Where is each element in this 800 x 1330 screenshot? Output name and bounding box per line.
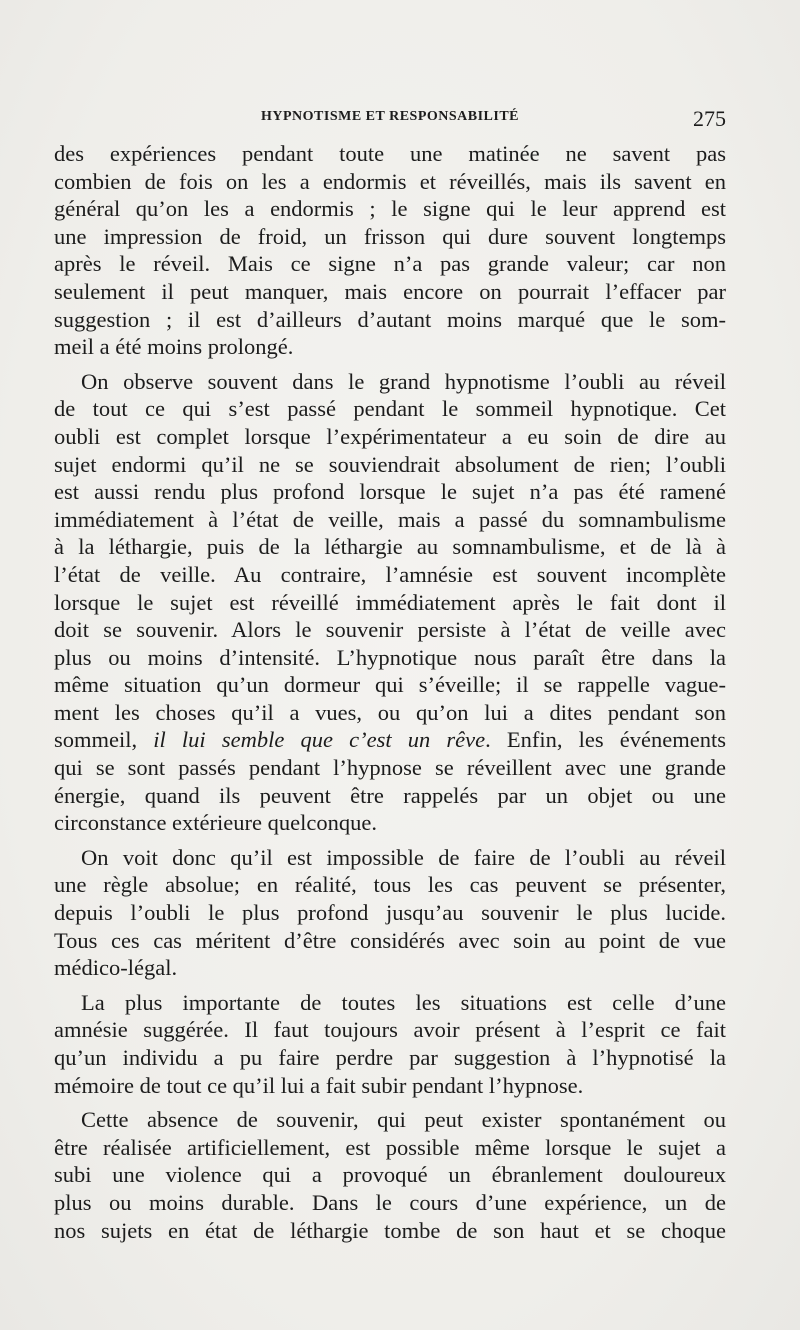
text-line: On observe souvent dans le grand hypnotisme l’oubli au réveil xyxy=(81,368,726,394)
page-number: 275 xyxy=(693,106,726,131)
text-line: plus ou moins d’intensité. L’hypnotique nous paraît être dans la xyxy=(54,644,726,670)
text-line: Tous ces cas méritent d’être considérés avec soin au point de vue xyxy=(54,927,726,953)
italic-quote: il lui semble que c’est un rêve xyxy=(153,727,486,753)
text-line: nos sujets en état de léthargie tombe de son haut et se choque xyxy=(54,1217,726,1243)
text-line: doit se souvenir. Alors le souvenir persiste à l’état de veille avec xyxy=(54,617,726,643)
paragraph-gap xyxy=(54,837,726,844)
text-line: meil a été moins prolongé. xyxy=(54,334,294,360)
body-text xyxy=(54,140,726,1244)
text-line: qui se sont passés pendant l’hypnose se réveillent avec une grande xyxy=(54,755,726,781)
text-line: plus ou moins durable. Dans le cours d’une expérience, un de xyxy=(54,1189,726,1215)
text-line: immédiatement à l’état de veille, mais a passé du somnambulisme xyxy=(54,506,726,532)
text-line: énergie, quand ils peuvent être rappelés par un objet ou une xyxy=(54,782,726,808)
text-line: combien de fois on les a endormis et réveillés, mais ils savent en xyxy=(54,168,726,194)
running-title: HYPNOTISME ET RESPONSABILITÉ xyxy=(260,109,520,124)
running-head xyxy=(54,106,726,130)
text-line: après le réveil. Mais ce signe n’a pas grande valeur; car non xyxy=(54,251,726,277)
text-line: des expériences pendant toute une matinée ne savent pas xyxy=(54,141,726,166)
paragraph-gap xyxy=(54,1099,726,1106)
text-line: subi une violence qui a provoqué un ébranlement douloureux xyxy=(54,1162,726,1188)
text-line-with-italic xyxy=(54,726,726,754)
text-line: ment les choses qu’il a vues, ou qu’on lui a dites pendant son xyxy=(54,699,726,725)
text-line: l’état de veille. Au contraire, l’amnésie est souvent incomplète xyxy=(54,561,726,587)
text-line: médico-légal. xyxy=(54,955,178,981)
paragraph-gap xyxy=(54,982,726,989)
text-line: mémoire de tout ce qu’il lui a fait subir pendant l’hypnose. xyxy=(54,1072,584,1098)
text-line: qu’un individu a pu faire perdre par suggestion à l’hypnotisé la xyxy=(54,1045,726,1070)
text-line: circonstance extérieure quelconque. xyxy=(54,810,377,836)
text-segment: . Enfin, les événements xyxy=(485,727,726,753)
text-line: oubli est complet lorsque l’expérimentateur a eu soin de dire au xyxy=(54,423,726,449)
text-line: On voit donc qu’il est impossible de faire de l’oubli au réveil xyxy=(81,844,726,870)
text-line: Cette absence de souvenir, qui peut exister spontanément ou xyxy=(81,1107,726,1133)
text-line: La plus importante de toutes les situations est celle d’une xyxy=(81,989,726,1015)
paragraph-gap xyxy=(54,361,726,368)
text-line: à la léthargie, puis de la léthargie au somnambulisme, et de là à xyxy=(54,534,726,560)
text-line: suggestion ; il est d’ailleurs d’autant moins marqué que le som- xyxy=(54,306,726,332)
text-line: être réalisée artificiellement, est possible même lorsque le sujet a xyxy=(54,1134,726,1160)
text-line: lorsque le sujet est réveillé immédiatement après le fait dont il xyxy=(54,589,726,615)
text-line: depuis l’oubli le plus profond jusqu’au souvenir le plus lucide. xyxy=(54,900,726,926)
text-segment: sommeil, xyxy=(54,727,154,753)
text-line: est aussi rendu plus profond lorsque le sujet n’a pas été ramené xyxy=(54,479,726,505)
text-line: de tout ce qui s’est passé pendant le sommeil hypnotique. Cet xyxy=(54,396,726,422)
text-line: même situation qu’un dormeur qui s’éveille; il se rappelle vague- xyxy=(54,672,726,698)
text-line: une impression de froid, un frisson qui dure souvent longtemps xyxy=(54,223,726,249)
text-line: sujet endormi qu’il ne se souviendrait absolument de rien; l’oubli xyxy=(54,451,726,477)
text-line: seulement il peut manquer, mais encore on pourrait l’effacer par xyxy=(54,278,726,304)
text-line: une règle absolue; en réalité, tous les cas peuvent se présenter, xyxy=(54,872,726,898)
text-line: amnésie suggérée. Il faut toujours avoir présent à l’esprit ce fait xyxy=(54,1017,726,1043)
text-line: général qu’on les a endormis ; le signe qui le leur apprend est xyxy=(54,196,726,222)
